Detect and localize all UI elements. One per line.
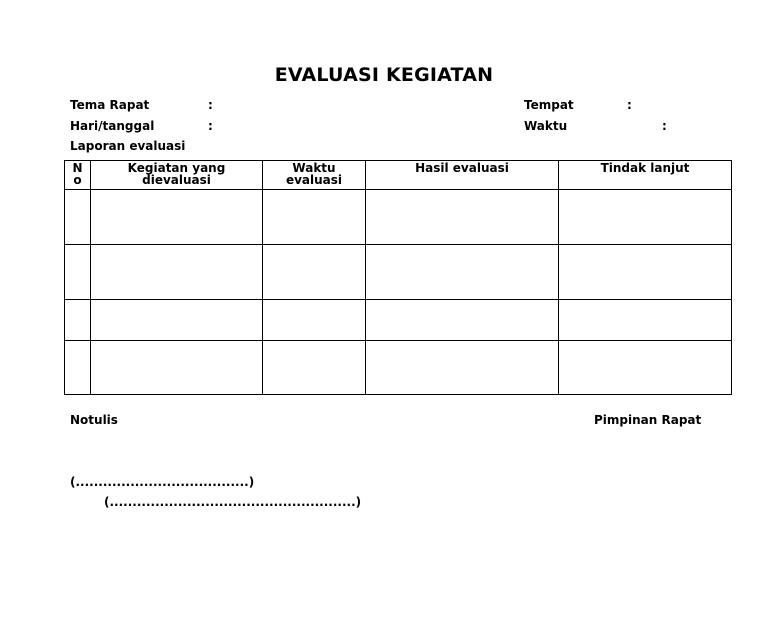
cell-kegiatan[interactable] bbox=[91, 300, 263, 341]
notulis-label: Notulis bbox=[70, 413, 118, 427]
tema-rapat-colon: : bbox=[208, 98, 213, 112]
cell-no[interactable] bbox=[65, 245, 91, 300]
cell-tindak[interactable] bbox=[559, 341, 732, 395]
header-tindak bbox=[559, 161, 732, 190]
cell-tindak[interactable] bbox=[559, 245, 732, 300]
waktu-colon: : bbox=[662, 119, 667, 133]
hari-tanggal-label: Hari/tanggal bbox=[70, 119, 155, 133]
cell-no[interactable] bbox=[65, 190, 91, 245]
table-row bbox=[65, 300, 732, 341]
header-no-line1: N bbox=[72, 161, 83, 175]
cell-kegiatan[interactable] bbox=[91, 245, 263, 300]
table-row bbox=[65, 245, 732, 300]
table-row bbox=[65, 190, 732, 245]
tema-rapat-label: Tema Rapat bbox=[70, 98, 150, 112]
cell-tindak[interactable] bbox=[559, 190, 732, 245]
pimpinan-signature-line: (......................................................) bbox=[104, 495, 362, 509]
cell-hasil[interactable] bbox=[366, 245, 559, 300]
cell-waktu[interactable] bbox=[263, 190, 366, 245]
cell-no[interactable] bbox=[65, 300, 91, 341]
cell-waktu[interactable] bbox=[263, 341, 366, 395]
table-row bbox=[65, 341, 732, 395]
cell-hasil[interactable] bbox=[366, 300, 559, 341]
cell-tindak[interactable] bbox=[559, 300, 732, 341]
header-kegiatan bbox=[91, 161, 263, 190]
hari-tanggal-colon: : bbox=[208, 119, 213, 133]
tempat-colon: : bbox=[627, 98, 632, 112]
document-title: EVALUASI KEGIATAN bbox=[274, 64, 494, 86]
header-kegiatan-line1: Kegiatan yang bbox=[127, 161, 226, 175]
tempat-label: Tempat bbox=[524, 98, 574, 112]
notulis-signature-line: (......................................) bbox=[70, 475, 255, 489]
header-tindak-label: Tindak lanjut bbox=[600, 161, 690, 175]
waktu-label: Waktu bbox=[524, 119, 568, 133]
cell-waktu[interactable] bbox=[263, 245, 366, 300]
cell-hasil[interactable] bbox=[366, 190, 559, 245]
header-hasil bbox=[366, 161, 559, 190]
header-no bbox=[65, 161, 91, 190]
cell-kegiatan[interactable] bbox=[91, 341, 263, 395]
header-no-line2: o bbox=[73, 173, 82, 187]
laporan-evaluasi-label: Laporan evaluasi bbox=[70, 139, 186, 153]
header-waktu bbox=[263, 161, 366, 190]
header-waktu-line1: Waktu bbox=[292, 161, 336, 175]
header-hasil-label: Hasil evaluasi bbox=[415, 161, 509, 175]
cell-waktu[interactable] bbox=[263, 300, 366, 341]
header-kegiatan-line2: dievaluasi bbox=[142, 173, 211, 187]
evaluation-table bbox=[64, 160, 732, 395]
table-header-row bbox=[65, 161, 732, 190]
pimpinan-rapat-label: Pimpinan Rapat bbox=[594, 413, 702, 427]
cell-no[interactable] bbox=[65, 341, 91, 395]
cell-hasil[interactable] bbox=[366, 341, 559, 395]
header-waktu-line2: evaluasi bbox=[285, 173, 343, 187]
cell-kegiatan[interactable] bbox=[91, 190, 263, 245]
